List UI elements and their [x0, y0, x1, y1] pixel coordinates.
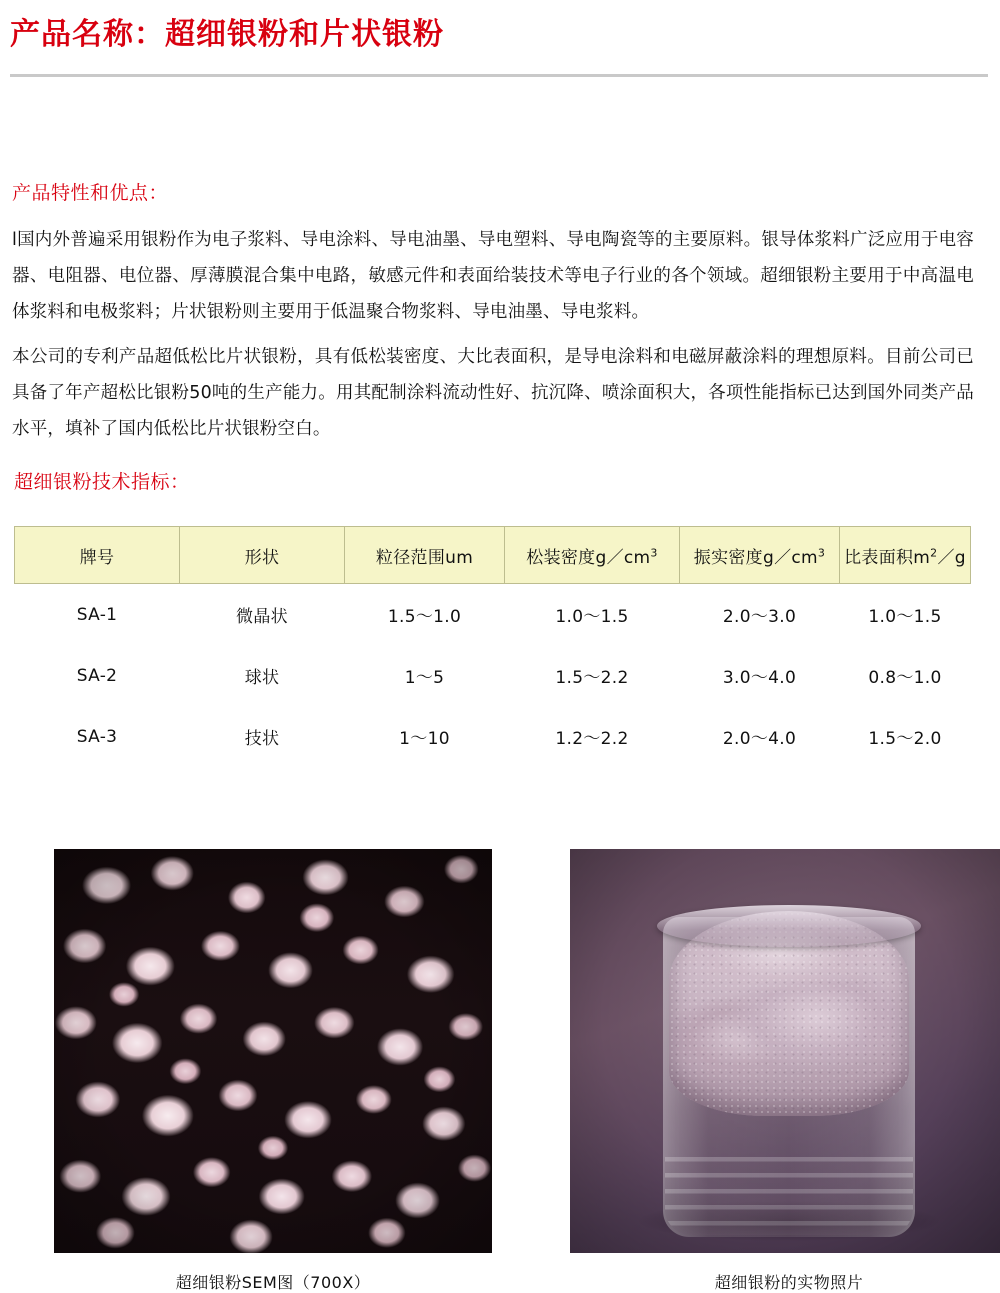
- table-row: [15, 645, 971, 706]
- photo-vignette: [570, 849, 1000, 1253]
- table-header-row: [15, 527, 971, 584]
- col-header-surface-area-label: 比表面积m: [844, 547, 931, 568]
- col-header-size-range: [345, 527, 505, 584]
- cell-size-range: 1～10: [399, 729, 450, 749]
- col-header-grade-label: 牌号: [79, 547, 115, 568]
- sem-figure-caption: 超细银粉SEM图（700X）: [175, 1273, 371, 1292]
- cell-grade: SA-2: [76, 665, 118, 686]
- product-photo-caption: 超细银粉的实物照片: [714, 1273, 864, 1292]
- col-header-grade: [15, 527, 180, 584]
- sem-image-vignette: [54, 849, 492, 1253]
- cell-shape: 微晶状: [236, 607, 288, 627]
- col-header-size-range-label: 粒径范围um: [375, 547, 474, 568]
- cell-bulk-density: 1.2～2.2: [555, 729, 629, 749]
- cell-shape: 技状: [244, 729, 280, 749]
- table-row: [15, 584, 971, 646]
- specs-table-wrapper: [14, 526, 970, 767]
- col-header-surface-area-tail: ／g: [937, 547, 966, 568]
- product-photo-figure: [570, 849, 1000, 1293]
- page-title-block: [10, 16, 970, 54]
- col-header-surface-area: [840, 527, 971, 584]
- col-header-surface-area-sup: 2: [930, 545, 938, 559]
- cell-bulk-density: 1.5～2.2: [555, 668, 629, 688]
- col-header-bulk-density: [505, 527, 680, 584]
- features-paragraph-2: 本公司的专利产品超低松比片状银粉，具有低松装密度、大比表面积，是导电涂料和电磁屏蔽涂料的理想原料。目前公司已具备了年产超松比银粉50吨的生产能力。用其配制涂料流动性好、抗沉降、喷涂面积大，各项性能指标已达到国外同类产品水平，填补了国内低松比片状银粉空白。: [12, 347, 974, 439]
- col-header-bulk-density-sup: 3: [650, 545, 658, 559]
- col-header-shape: [180, 527, 345, 584]
- cell-grade: SA-3: [76, 726, 118, 747]
- col-header-bulk-density-label: 松装密度g／cm: [526, 547, 651, 568]
- table-row: [15, 706, 971, 767]
- cell-surface-area: 0.8～1.0: [868, 668, 942, 688]
- cell-shape: 球状: [244, 668, 280, 688]
- cell-grade: SA-1: [76, 604, 118, 625]
- cell-bulk-density: 1.0～1.5: [555, 607, 629, 627]
- features-heading: 产品特性和优点：: [12, 182, 169, 204]
- features-paragraph-1: l国内外普遍采用银粉作为电子浆料、导电涂料、导电油墨、导电塑料、导电陶瓷等的主要原料。银导体浆料广泛应用于电容器、电阻器、电位器、厚薄膜混合集中电路，敏感元件和表面给装技术等电子行业的各个领域。超细银粉主要用于中高温电体浆料和电极浆料；片状银粉则主要用于低温聚合物浆料、导电油墨、导电浆料。: [12, 230, 974, 322]
- sem-figure: [54, 849, 492, 1293]
- page-title: 产品名称：超细银粉和片状银粉: [10, 17, 444, 52]
- cell-size-range: 1.5～1.0: [387, 607, 462, 627]
- specs-table-body: [15, 584, 971, 768]
- col-header-tap-density: [680, 527, 840, 584]
- col-header-shape-label: 形状: [244, 547, 280, 568]
- product-photo-image: [570, 849, 1000, 1253]
- col-header-tap-density-label: 振实密度g／cm: [693, 547, 818, 568]
- cell-size-range: 1～5: [404, 668, 445, 688]
- cell-surface-area: 1.0～1.5: [868, 607, 942, 627]
- cell-tap-density: 2.0～4.0: [722, 729, 797, 749]
- col-header-tap-density-sup: 3: [817, 545, 826, 559]
- cell-tap-density: 2.0～3.0: [722, 607, 797, 627]
- title-divider: [10, 74, 988, 77]
- sem-image: [54, 849, 492, 1253]
- specs-table: [14, 526, 971, 767]
- specs-heading: 超细银粉技术指标：: [14, 471, 190, 493]
- cell-surface-area: 1.5～2.0: [868, 729, 942, 749]
- specs-table-head: [15, 527, 971, 584]
- cell-tap-density: 3.0～4.0: [722, 668, 797, 688]
